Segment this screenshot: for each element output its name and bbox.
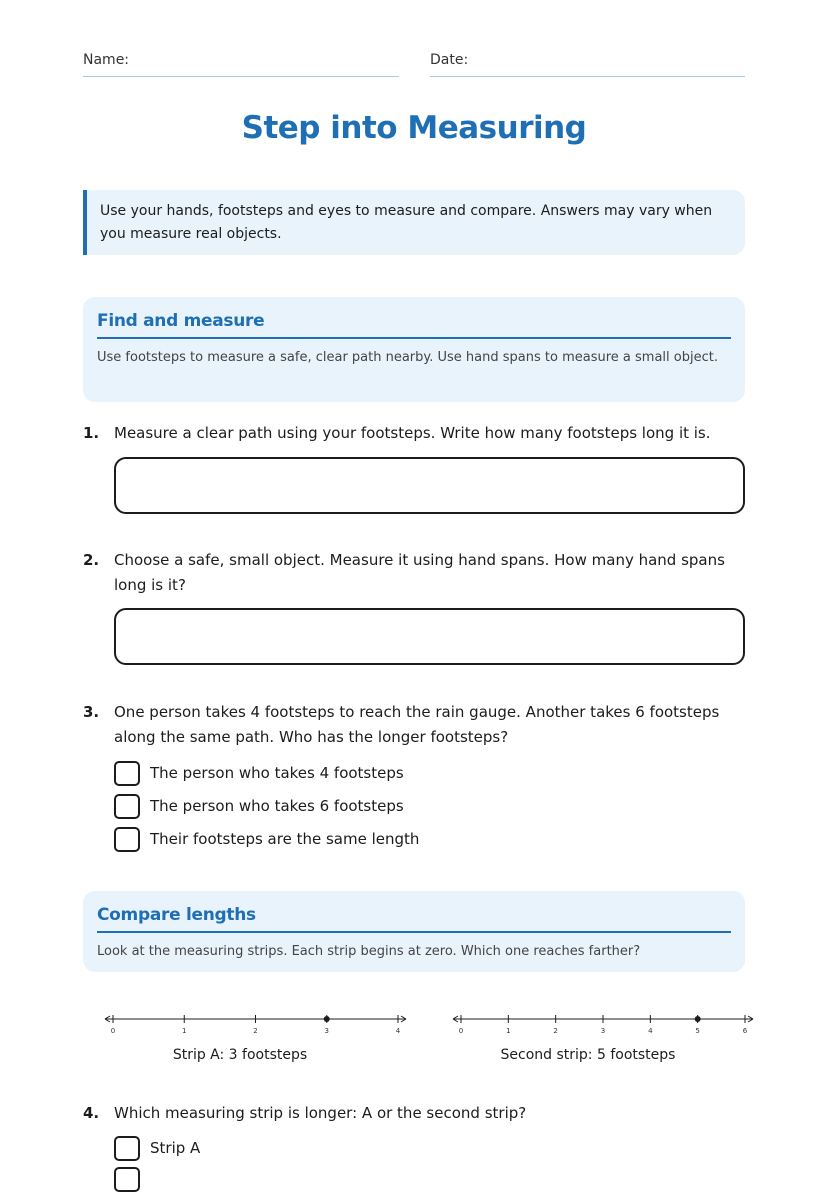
- question-text: Choose a safe, small object. Measure it using hand spans. How many hand spans long is it?: [114, 551, 725, 594]
- checkbox[interactable]: [114, 827, 140, 852]
- number-line-second: [448, 1008, 758, 1038]
- name-label: Name:: [83, 52, 130, 68]
- header-fields: [83, 52, 745, 77]
- strip-second-caption: Second strip: 5 footsteps: [500, 1047, 676, 1063]
- tick-label: 4: [648, 1027, 653, 1035]
- number-line-a: [100, 1008, 410, 1038]
- option-label: The person who takes 6 footsteps: [150, 797, 404, 815]
- strip-a-caption: Strip A: 3 footsteps: [172, 1047, 308, 1063]
- checkbox[interactable]: [114, 1136, 140, 1161]
- question-4: [83, 1101, 745, 1126]
- section-text: Look at the measuring strips. Each strip begins at zero. Which one reaches farther?: [97, 944, 641, 959]
- tick-label: 6: [742, 1027, 748, 1035]
- answer-box-1[interactable]: [114, 457, 745, 514]
- section-compare-lengths: [83, 891, 745, 972]
- section-find-and-measure: [83, 297, 745, 402]
- question-number: 3.: [83, 703, 100, 721]
- question-2: [83, 548, 745, 598]
- question-number: 2.: [83, 551, 100, 569]
- question-text: Which measuring strip is longer: A or the second strip?: [114, 1104, 527, 1122]
- measuring-strip-second: [448, 1008, 758, 1038]
- tick-label: 1: [182, 1027, 187, 1035]
- checkbox[interactable]: [114, 761, 140, 786]
- option-label: Their footsteps are the same length: [150, 830, 420, 848]
- question-number: 1.: [83, 424, 100, 442]
- intro-callout: Use your hands, footsteps and eyes to measure and compare. Answers may vary when you measure real objects.: [83, 190, 745, 255]
- section-heading: Compare lengths: [97, 905, 731, 933]
- section-heading: Find and measure: [97, 311, 731, 339]
- tick-label: 0: [458, 1027, 464, 1035]
- date-label: Date:: [430, 52, 469, 68]
- question-3: [83, 700, 745, 750]
- page-title: Step into Measuring: [241, 110, 587, 146]
- endpoint-marker: [695, 1016, 701, 1022]
- checkbox[interactable]: [114, 794, 140, 819]
- tick-label: 3: [324, 1027, 329, 1035]
- question-number: 4.: [83, 1104, 100, 1122]
- name-field[interactable]: [83, 52, 399, 77]
- date-field[interactable]: [430, 52, 745, 77]
- section-text: Use footsteps to measure a safe, clear path nearby. Use hand spans to measure a small object.: [97, 350, 718, 365]
- tick-label: 5: [695, 1027, 700, 1035]
- answer-box-2[interactable]: [114, 608, 745, 665]
- option-label: The person who takes 4 footsteps: [150, 764, 404, 782]
- endpoint-marker: [324, 1016, 330, 1022]
- tick-label: 2: [553, 1027, 558, 1035]
- question-text: Measure a clear path using your footsteps. Write how many footsteps long it is.: [114, 424, 711, 442]
- tick-label: 2: [253, 1027, 258, 1035]
- question-text: One person takes 4 footsteps to reach the rain gauge. Another takes 6 footsteps along the same path. Who has the longer footsteps?: [114, 703, 720, 746]
- question-1: [83, 421, 745, 446]
- tick-label: 0: [110, 1027, 116, 1035]
- tick-label: 1: [506, 1027, 511, 1035]
- tick-label: 3: [600, 1027, 606, 1035]
- tick-label: 4: [395, 1027, 401, 1035]
- option-label: Strip A: [150, 1139, 201, 1157]
- measuring-strip-a: [100, 1008, 410, 1038]
